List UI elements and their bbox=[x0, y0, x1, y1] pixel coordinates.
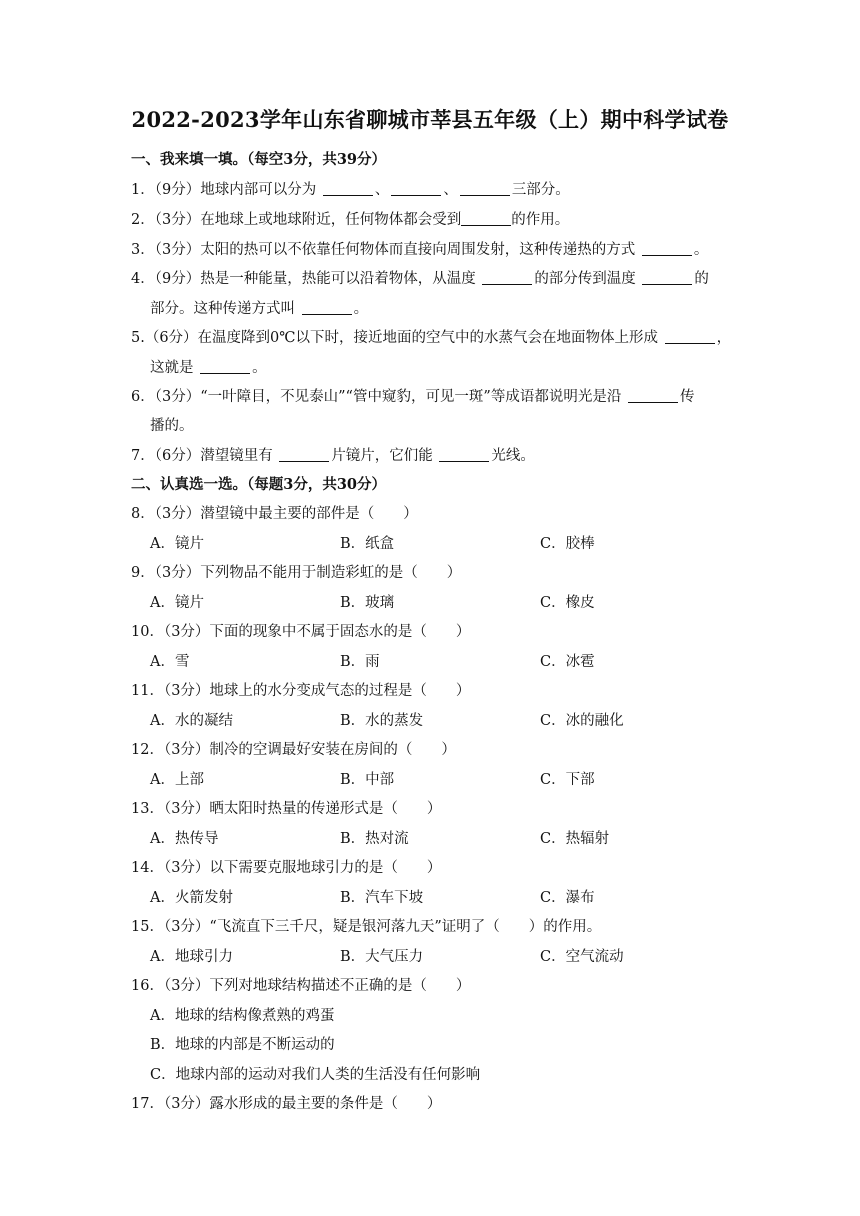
question-4: 4．（9分）热是一种能量，热能可以沿着物体，从温度 的部分传到温度 的 bbox=[131, 271, 709, 287]
option-b[interactable]: B．玻璃 bbox=[340, 595, 395, 611]
answer-blank[interactable] bbox=[323, 181, 373, 196]
option-a[interactable]: A．热传导 bbox=[150, 831, 219, 847]
question-5: 5.（6分）在温度降到0℃以下时，接近地面的空气中的水蒸气会在地面物体上形成 ， bbox=[131, 330, 732, 346]
question-12: 12．（3分）制冷的空调最好安装在房间的（ ） bbox=[131, 742, 456, 758]
option-c[interactable]: C．空气流动 bbox=[540, 949, 624, 965]
option-b[interactable]: B．雨 bbox=[340, 654, 380, 670]
question-4-continued: 部分。这种传递方式叫 。 bbox=[150, 301, 369, 317]
option-c[interactable]: C．橡皮 bbox=[540, 595, 595, 611]
option-c[interactable]: C．热辐射 bbox=[540, 831, 610, 847]
question-1: 1．（9分）地球内部可以分为 、 、 三部分。 bbox=[131, 182, 570, 198]
option-b[interactable]: B．热对流 bbox=[340, 831, 409, 847]
option-a[interactable]: A．火箭发射 bbox=[150, 890, 233, 906]
option-b[interactable]: B．纸盒 bbox=[340, 536, 395, 552]
option-c[interactable]: C．胶棒 bbox=[540, 536, 595, 552]
option-a[interactable]: A．水的凝结 bbox=[150, 713, 233, 729]
question-15: 15．（3分）“飞流直下三千尺，疑是银河落九天”证明了（ ）的作用。 bbox=[131, 919, 602, 935]
section-2-heading: 二、认真选一选。（每题3分，共30分） bbox=[131, 476, 387, 493]
answer-blank[interactable] bbox=[628, 388, 678, 403]
option-a[interactable]: A．镜片 bbox=[150, 595, 204, 611]
option-c[interactable]: C．冰的融化 bbox=[540, 713, 624, 729]
question-16: 16．（3分）下列对地球结构描述不正确的是（ ） bbox=[131, 978, 471, 994]
question-14: 14．（3分）以下需要克服地球引力的是（ ） bbox=[131, 860, 442, 876]
page-title: 2022-2023学年山东省聊城市莘县五年级（上）期中科学试卷 bbox=[131, 107, 729, 132]
answer-blank[interactable] bbox=[279, 447, 329, 462]
section-1-heading: 一、我来填一填。（每空3分，共39分） bbox=[131, 151, 387, 168]
question-5-continued: 这就是 。 bbox=[150, 360, 267, 376]
option-a[interactable]: A．地球的结构像煮熟的鸡蛋 bbox=[150, 1008, 335, 1024]
option-c[interactable]: C．冰雹 bbox=[540, 654, 595, 670]
question-17: 17．（3分）露水形成的最主要的条件是（ ） bbox=[131, 1096, 442, 1112]
option-c[interactable]: C．瀑布 bbox=[540, 890, 595, 906]
option-a[interactable]: A．上部 bbox=[150, 772, 204, 788]
option-c[interactable]: C．地球内部的运动对我们人类的生活没有任何影响 bbox=[150, 1067, 481, 1083]
question-8: 8．（3分）潜望镜中最主要的部件是（ ） bbox=[131, 506, 418, 522]
question-6: 6．（3分）“一叶障目，不见泰山”“管中窥豹，可见一斑”等成语都说明光是沿 传 bbox=[131, 389, 695, 405]
question-3: 3．（3分）太阳的热可以不依靠任何物体而直接向周围发射，这种传递热的方式 。 bbox=[131, 242, 709, 258]
question-6-continued: 播的。 bbox=[150, 418, 194, 434]
question-11: 11．（3分）地球上的水分变成气态的过程是（ ） bbox=[131, 683, 471, 699]
answer-blank[interactable] bbox=[642, 270, 692, 285]
answer-blank[interactable] bbox=[460, 181, 510, 196]
answer-blank[interactable] bbox=[482, 270, 532, 285]
answer-blank[interactable] bbox=[391, 181, 441, 196]
option-b[interactable]: B．汽车下坡 bbox=[340, 890, 424, 906]
question-10: 10．（3分）下面的现象中不属于固态水的是（ ） bbox=[131, 624, 471, 640]
option-a[interactable]: A．地球引力 bbox=[150, 949, 233, 965]
option-b[interactable]: B．中部 bbox=[340, 772, 395, 788]
answer-blank[interactable] bbox=[642, 241, 692, 256]
question-9: 9．（3分）下列物品不能用于制造彩虹的是（ ） bbox=[131, 565, 462, 581]
question-13: 13．（3分）晒太阳时热量的传递形式是（ ） bbox=[131, 801, 442, 817]
option-a[interactable]: A．镜片 bbox=[150, 536, 204, 552]
option-a[interactable]: A．雪 bbox=[150, 654, 190, 670]
answer-blank[interactable] bbox=[302, 300, 352, 315]
answer-blank[interactable] bbox=[200, 359, 250, 374]
question-2: 2．（3分）在地球上或地球附近，任何物体都会受到 的作用。 bbox=[131, 212, 570, 228]
answer-blank[interactable] bbox=[461, 211, 511, 226]
option-c[interactable]: C．下部 bbox=[540, 772, 595, 788]
option-b[interactable]: B．水的蒸发 bbox=[340, 713, 424, 729]
option-b[interactable]: B．地球的内部是不断运动的 bbox=[150, 1037, 335, 1053]
option-b[interactable]: B．大气压力 bbox=[340, 949, 424, 965]
answer-blank[interactable] bbox=[665, 329, 715, 344]
question-7: 7．（6分）潜望镜里有 片镜片，它们能 光线。 bbox=[131, 448, 535, 464]
answer-blank[interactable] bbox=[439, 447, 489, 462]
